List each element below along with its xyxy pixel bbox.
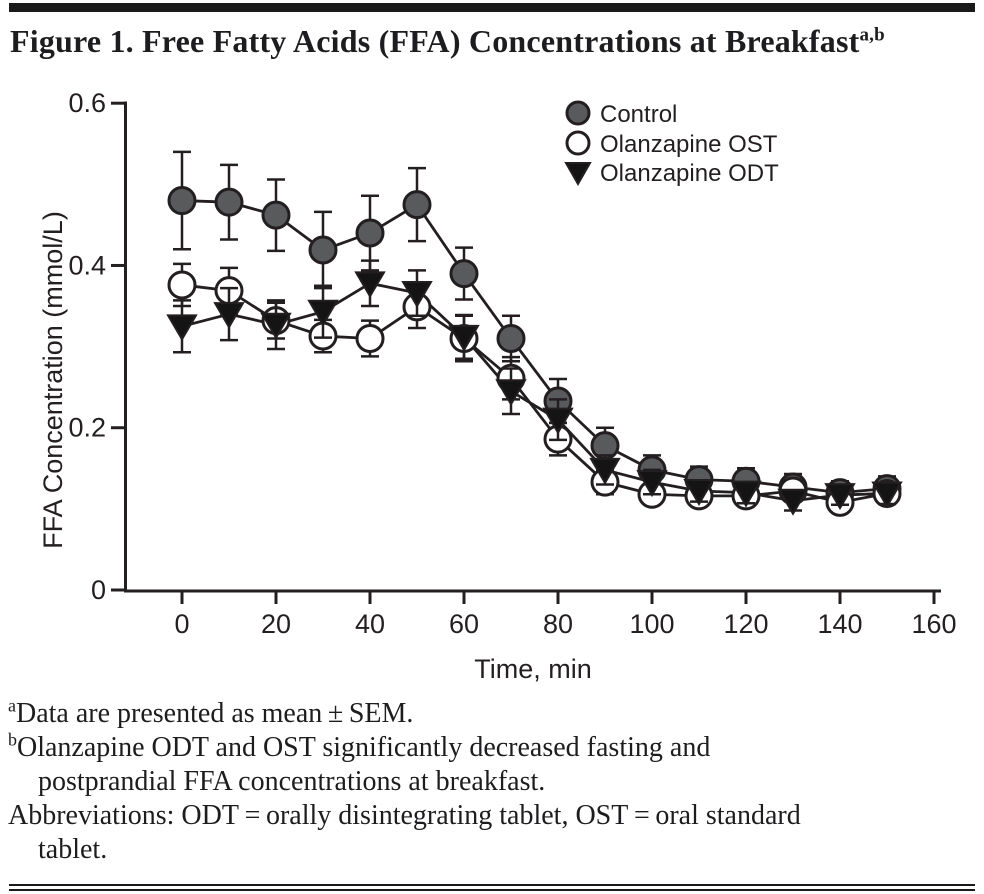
- data-point-circle: [310, 237, 336, 263]
- ffa-line-chart: [0, 80, 984, 692]
- figure-title-text: Figure 1. Free Fatty Acids (FFA) Concentrations at Breakfast: [10, 23, 860, 59]
- data-point-circle: [357, 325, 383, 351]
- x-tick-label: 100: [629, 609, 675, 639]
- x-tick-label: 80: [542, 609, 574, 639]
- y-tick-label: 0: [90, 575, 106, 605]
- legend-marker-triangle: [566, 163, 590, 184]
- figure-top-rule: [9, 3, 975, 12]
- legend-label: Control: [600, 101, 678, 128]
- figure-footnotes: [8, 697, 978, 867]
- footnote-b-marker: b: [8, 729, 17, 750]
- x-tick-label: 20: [260, 609, 292, 639]
- x-axis-title: Time, min: [474, 654, 592, 684]
- footnote-abbreviations: [8, 799, 978, 833]
- footnote-abbr-cont: tablet.: [38, 834, 108, 865]
- y-axis-title: FFA Concentration (mmol/L): [38, 211, 68, 549]
- x-tick-label: 60: [448, 609, 480, 639]
- footnote-a-marker: a: [8, 695, 16, 716]
- figure-title: [10, 21, 980, 61]
- legend-marker-circle: [567, 102, 589, 124]
- data-point-triangle: [309, 301, 337, 325]
- legend-label: Olanzapine ODT: [600, 160, 779, 187]
- data-point-circle: [451, 261, 477, 287]
- footnote-a-text: Data are presented as mean ± SEM.: [16, 698, 414, 729]
- x-tick-label: 120: [723, 609, 769, 639]
- data-point-triangle: [168, 315, 196, 339]
- series-line-1: [182, 201, 887, 493]
- legend-marker-circle: [567, 132, 589, 154]
- footnote-a: [8, 697, 978, 731]
- x-tick-label: 140: [817, 609, 863, 639]
- data-point-circle: [357, 220, 383, 246]
- x-tick-label: 160: [911, 609, 957, 639]
- x-tick-label: 40: [354, 609, 386, 639]
- data-point-circle: [169, 272, 195, 298]
- legend-label: Olanzapine OST: [600, 131, 778, 158]
- x-tick-label: 0: [174, 609, 190, 639]
- footnote-abbr-text: Abbreviations: ODT = orally disintegrating tablet, OST = oral standard: [8, 800, 801, 831]
- ffa-chart-area: [0, 80, 984, 692]
- footnote-b-text: Olanzapine ODT and OST significantly decreased fasting and: [17, 732, 711, 763]
- figure-bottom-rule: [9, 884, 975, 891]
- figure-title-superscript: a,b: [859, 24, 885, 46]
- data-point-triangle: [779, 490, 807, 514]
- data-point-circle: [404, 192, 430, 218]
- data-point-circle: [263, 202, 289, 228]
- y-tick-label: 0.2: [68, 412, 106, 443]
- chart-legend: [566, 101, 779, 187]
- series-lines: [182, 201, 887, 503]
- y-tick-label: 0.6: [68, 88, 106, 119]
- data-point-circle: [216, 189, 242, 215]
- footnote-b: [8, 731, 978, 765]
- data-point-circle: [169, 188, 195, 214]
- data-point-circle: [498, 325, 524, 351]
- chart-axes: [38, 88, 957, 684]
- y-tick-label: 0.4: [68, 250, 106, 281]
- footnote-b-cont: postprandial FFA concentrations at breakfast.: [38, 766, 546, 797]
